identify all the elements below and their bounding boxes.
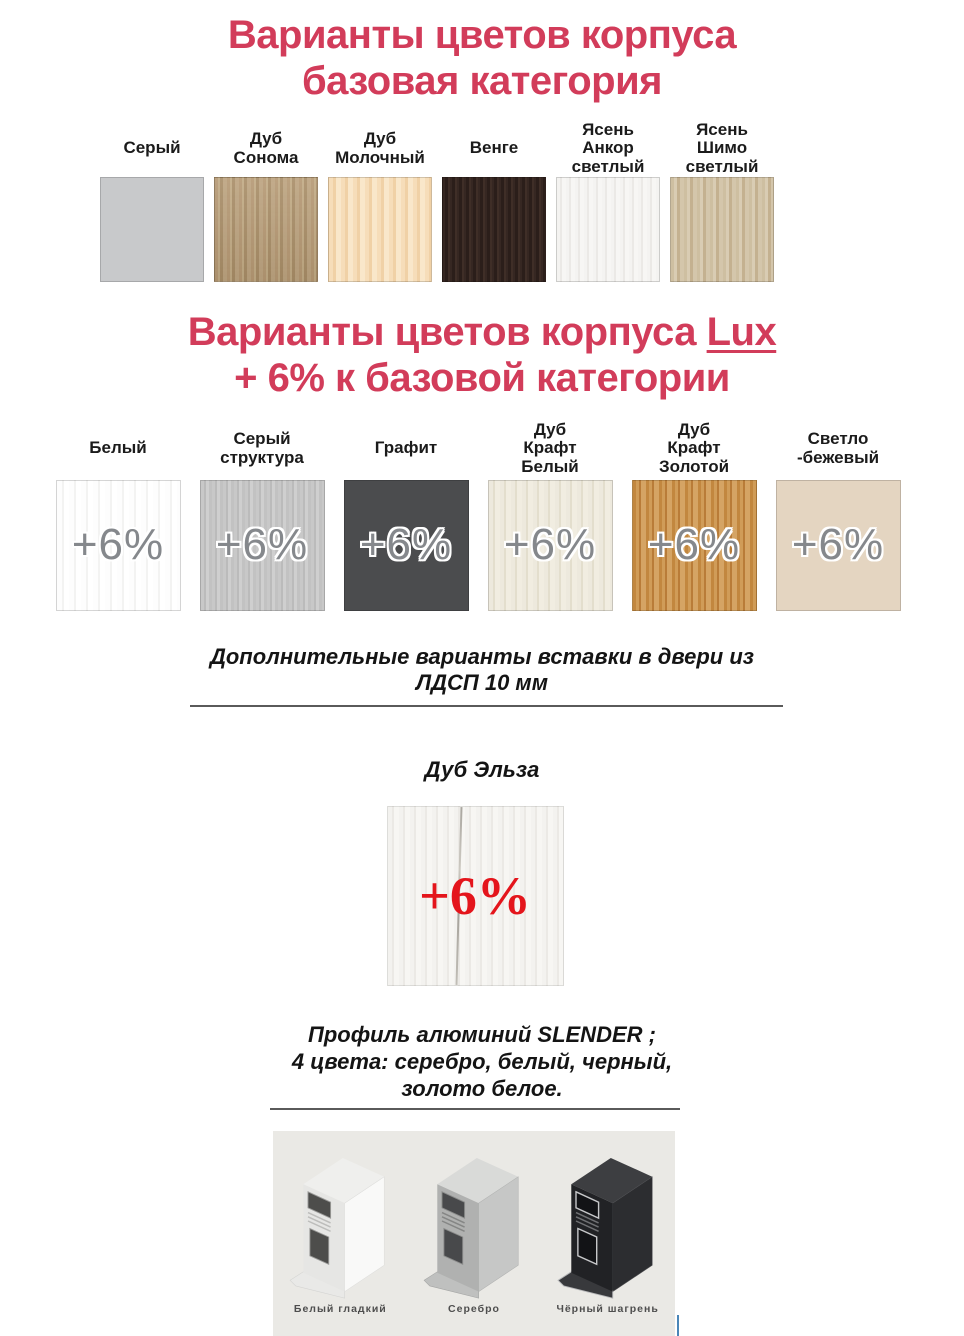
insert-note xyxy=(0,644,964,698)
plus-badge: +6% xyxy=(71,520,165,570)
swatch-cell-venge xyxy=(442,121,546,282)
swatch-label: Дуб Молочный xyxy=(335,129,425,167)
swatch-dub-molochny xyxy=(328,177,432,282)
swatch-cell-sonoma xyxy=(214,121,318,282)
swatch-grafit xyxy=(344,480,469,611)
elza-label: Дуб Эльза xyxy=(424,757,540,783)
lux-title xyxy=(0,282,964,402)
swatch-seryi xyxy=(100,177,204,282)
swatch-label: Ясень Анкор светлый xyxy=(571,119,645,177)
profile-label: Чёрный шагрень xyxy=(556,1302,659,1315)
swatch-sery-struktura xyxy=(200,480,325,611)
profile-column-white xyxy=(274,1141,407,1315)
swatch-label: Серый структура xyxy=(220,428,304,467)
swatch-label: Дуб Сонома xyxy=(233,129,299,167)
plus-badge: +6% xyxy=(791,520,885,570)
swatch-dub-elza xyxy=(387,806,564,986)
lux-swatch-row xyxy=(0,418,960,611)
lux-title-line2: + 6% к базовой категории xyxy=(234,356,730,401)
profile-label: Белый гладкий xyxy=(293,1302,387,1315)
swatch-label: Серый xyxy=(123,138,181,158)
swatch-label: Графит xyxy=(374,438,438,458)
aluminum-profile-white-illustration xyxy=(284,1141,396,1301)
base-swatch-row xyxy=(0,121,919,282)
swatch-label: Ясень Шимо светлый xyxy=(685,119,759,177)
plus-badge-red: +6% xyxy=(419,866,531,927)
profile-label: Серебро xyxy=(448,1302,500,1315)
plus-badge: +6% xyxy=(647,520,741,570)
plus-badge: +6% xyxy=(359,520,453,570)
profile-note-line1: Профиль алюминий SLENDER ; xyxy=(308,1022,656,1048)
swatch-cell-kraft-bely xyxy=(488,418,613,611)
plus-badge: +6% xyxy=(215,520,309,570)
swatch-cell-ankor xyxy=(556,121,660,282)
base-title-line2: базовая категория xyxy=(301,59,663,104)
swatch-cell-seryi xyxy=(100,121,204,282)
swatch-cell-grafit xyxy=(344,418,469,611)
swatch-cell-shimo xyxy=(670,121,774,282)
swatch-cell-kraft-zolotoy xyxy=(632,418,757,611)
profile-note xyxy=(0,1022,964,1102)
swatch-cell-struktura xyxy=(200,418,325,611)
swatch-venge xyxy=(442,177,546,282)
lux-title-prefix: Варианты цветов корпуса xyxy=(187,309,707,354)
swatch-dub-sonoma xyxy=(214,177,318,282)
divider-line-top xyxy=(190,705,783,707)
swatch-label: Дуб Крафт Золотой xyxy=(658,419,730,476)
profile-column-black xyxy=(541,1141,674,1315)
profiles-photo xyxy=(273,1131,675,1336)
swatch-label: Дуб Крафт Белый xyxy=(521,419,579,476)
swatch-svetlo-bezhevy xyxy=(776,480,901,611)
swatch-label: Светло -бежевый xyxy=(796,428,880,467)
swatch-yasen-shimo xyxy=(670,177,774,282)
swatch-label: Белый xyxy=(89,438,147,458)
swatch-bely xyxy=(56,480,181,611)
plus-badge: +6% xyxy=(503,520,597,570)
blue-cursor-artifact xyxy=(677,1315,679,1336)
swatch-dub-kraft-bely xyxy=(488,480,613,611)
swatch-cell-molochny xyxy=(328,121,432,282)
swatch-cell-svetlo-bezhevy xyxy=(776,418,901,611)
profile-column-silver xyxy=(408,1141,541,1315)
swatch-dub-kraft-zolotoy xyxy=(632,480,757,611)
swatch-cell-bely xyxy=(56,418,181,611)
base-title-line1: Варианты цветов корпуса xyxy=(227,13,737,57)
lux-title-emphasis: Lux xyxy=(706,309,777,354)
swatch-label: Венге xyxy=(469,138,519,158)
aluminum-profile-silver-illustration xyxy=(418,1141,530,1301)
divider-line-bottom xyxy=(270,1108,680,1110)
swatch-yasen-ankor xyxy=(556,177,660,282)
profile-note-line2: 4 цвета: серебро, белый, черный, xyxy=(291,1048,673,1074)
base-title xyxy=(0,0,964,105)
insert-note-line1: Дополнительные варианты вставки в двери из xyxy=(209,643,755,669)
lux-title-line1 xyxy=(0,309,964,355)
insert-note-line2: ЛДСП 10 мм xyxy=(416,670,548,696)
aluminum-profile-black-illustration xyxy=(552,1141,664,1301)
profile-note-line3: золото белое. xyxy=(401,1075,563,1101)
